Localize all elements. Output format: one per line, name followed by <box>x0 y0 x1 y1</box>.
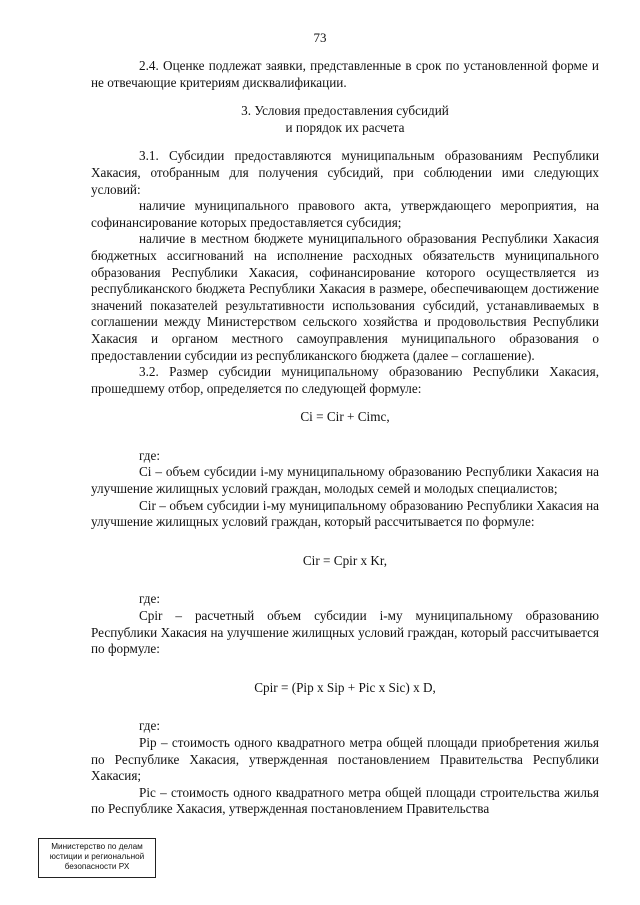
paragraph-3-2: 3.2. Размер субсидии муниципальному образованию Республики Хакасия, прошедшему отбор, определяется по следующей формуле: <box>91 364 599 396</box>
section-heading-line-1: 3. Условия предоставления субсидий <box>241 103 449 119</box>
page-number: 73 <box>313 30 327 45</box>
condition-2: наличие в местном бюджете муниципального образования Республики Хакасия бюджетных ассигнований на исполнение расходных обязательств муниципального образования Республики Хакасия, софинансирование которого осуществляется из республиканского бюджета Республики Хакасия в размере, обеспечивающем достижение значений показателей результативности использования субсидий, устанавливаемых в соглашении между Министерством сельского хозяйства и продовольствия Республики Хакасия и органом местного самоуправления муниципального образования о предоставлении субсидии из республиканского бюджета (далее – соглашение). <box>91 231 599 363</box>
section-heading-line-2: и порядок их расчета <box>285 119 405 135</box>
where-label-1: где: <box>139 447 160 463</box>
where-label-2: где: <box>139 591 160 607</box>
definition-pic: Pic – стоимость одного квадратного метра общей площади строительства жилья по Республике Хакасия, утвержденная постановлением Правительства <box>91 784 599 817</box>
condition-1: наличие муниципального правового акта, утверждающего мероприятия, на софинансирование которых предоставляется субсидия; <box>91 198 599 230</box>
definition-ci: Ci – объем субсидии i-му муниципальному образованию Республики Хакасия на улучшение жилищных условий граждан, молодых семей и молодых специалистов; <box>91 464 599 497</box>
where-label-3: где: <box>139 718 160 734</box>
definition-pip: Pip – стоимость одного квадратного метра общей площади приобретения жилья по Республике Хакасия, утвержденная постановлением Правительства Республики Хакасия; <box>91 735 599 784</box>
ministry-stamp <box>38 838 156 878</box>
document-body <box>91 58 599 818</box>
paragraph-3-1: 3.1. Субсидии предоставляются муниципальным образованиям Республики Хакасия, отобранным для получения субсидий, при соблюдении ими следующих условий: <box>91 148 599 197</box>
formula-cir: Cir = Cpir x Kr, <box>302 552 388 568</box>
definition-cir: Cir – объем субсидии i-му муниципальному образованию Республики Хакасия на улучшение жилищных условий граждан, который рассчитывается по формуле: <box>91 497 599 530</box>
definition-cpir: Cpir – расчетный объем субсидии i-му муниципальному образованию Республики Хакасия на улучшение жилищных условий граждан, который рассчитывается по формуле: <box>91 608 599 657</box>
stamp-line-2: юстиции и региональной <box>49 852 145 861</box>
formula-ci: Ci = Cir + Cimc, <box>300 409 390 425</box>
formula-cpir: Cpir = (Pip x Sip + Pic x Sic) x D, <box>254 679 436 695</box>
paragraph-2-4: 2.4. Оценке подлежат заявки, представленные в срок по установленной форме и не отвечающие критериям дисквалификации. <box>91 58 599 90</box>
stamp-line-3: безопасности РХ <box>64 862 130 871</box>
stamp-line-1: Министерство по делам <box>51 842 143 851</box>
